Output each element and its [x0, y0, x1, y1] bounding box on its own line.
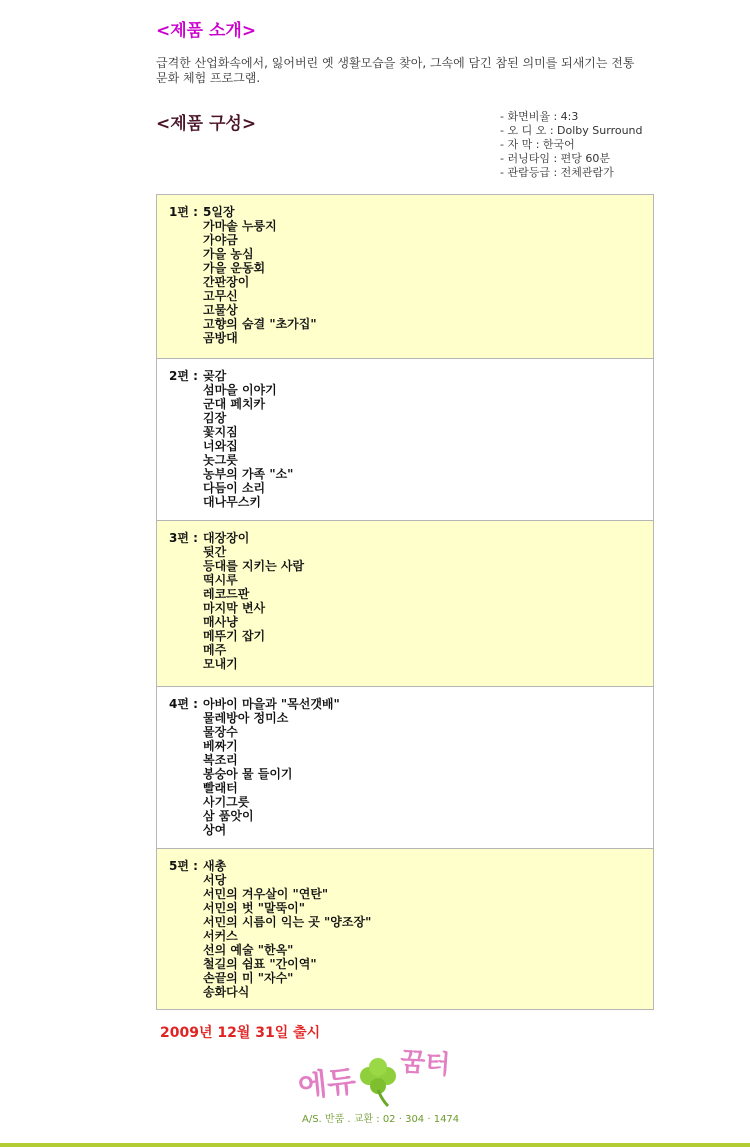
episode-item: 가야금: [203, 233, 238, 247]
episode-1-row: [157, 195, 653, 358]
spec-list: [500, 110, 643, 180]
episode-item: 뒷간: [203, 545, 227, 559]
episode-item: 송화다식: [203, 985, 250, 999]
logo-text-left: 에듀: [296, 1063, 358, 1105]
episode-item: 손끝의 미 "자수": [203, 971, 294, 985]
episode-item: 너와집: [203, 439, 238, 453]
episode-item: 메주: [203, 643, 227, 657]
episode-item: 고무신: [203, 289, 238, 303]
episode-item: 마지막 변사: [203, 601, 266, 615]
episode-item: 군대 페치카: [203, 397, 266, 411]
episode-item: 서민의 겨우살이 "연탄": [203, 887, 329, 901]
episode-5-label: 5편 :: [169, 859, 198, 873]
spec-audio: - 오 디 오 : Dolby Surround: [500, 124, 643, 137]
episode-item: 가을 농심: [203, 247, 254, 261]
episode-item: 서커스: [203, 929, 238, 943]
episode-3-items: [203, 531, 304, 671]
spec-rating: - 관람등급 : 전체관람가: [500, 166, 614, 179]
episode-item: 다듬이 소리: [203, 481, 266, 495]
episode-item: 서민의 벗 "말뚝이": [203, 901, 306, 915]
episode-item: 농부의 가족 "소": [203, 467, 294, 481]
episode-item: 매사냥: [203, 615, 238, 629]
episode-item: 메뚜기 잡기: [203, 629, 266, 643]
episode-3-row: [157, 520, 653, 686]
intro-title: <제품 소개>: [156, 21, 257, 41]
episode-4-items: [203, 697, 340, 837]
episode-item: 곶감: [203, 369, 227, 383]
episode-item: 대나무스키: [203, 495, 261, 509]
episode-item: 꽃지짐: [203, 425, 238, 439]
spec-running-time: - 러닝타임 : 편당 60분: [500, 152, 611, 165]
episode-item: 등대를 지키는 사람: [203, 559, 305, 573]
logo-text-right: 꿈터: [399, 1047, 452, 1081]
composition-title: <제품 구성>: [156, 114, 257, 134]
episode-item: 복조리: [203, 753, 238, 767]
intro-description: 급격한 산업화속에서, 잃어버린 옛 생활모습을 찾아, 그속에 담긴 참된 의미를 되새기는 전통문화 체험 프로그램.: [156, 56, 635, 85]
episode-item: 떡시루: [203, 573, 238, 587]
episode-4-label: 4편 :: [169, 697, 198, 711]
episode-item: 놋그릇: [203, 453, 238, 467]
episode-item: 물레방아 정미소: [203, 711, 289, 725]
episode-item: 사기그릇: [203, 795, 250, 809]
episode-item: 상여: [203, 823, 227, 837]
episode-item: 삼 품앗이: [203, 809, 254, 823]
edu-kkumteo-logo: [296, 1044, 466, 1108]
spec-subtitle: - 자 막 : 한국어: [500, 138, 575, 151]
episode-item: 레코드판: [203, 587, 250, 601]
episode-5-items: [203, 859, 371, 999]
episode-item: 베짜기: [203, 739, 238, 753]
episode-item: 간판장이: [203, 275, 250, 289]
episode-item: 새총: [203, 859, 227, 873]
episode-item: 봉숭아 물 들이기: [203, 767, 293, 781]
clover-icon: [360, 1058, 396, 1106]
episode-4-row: [157, 686, 653, 848]
episode-2-label: 2편 :: [169, 369, 198, 383]
episode-item: 선의 예술 "한옥": [203, 943, 294, 957]
episode-item: 빨래터: [203, 781, 238, 795]
episode-item: 가을 운동회: [203, 261, 266, 275]
episode-2-row: [157, 358, 653, 520]
episode-item: 철길의 쉼표 "간이역": [203, 957, 317, 971]
episode-item: 서민의 시름이 익는 곳 "양조장": [203, 915, 372, 929]
episode-item: 아바이 마을과 "목선갯배": [203, 697, 340, 711]
spec-aspect-ratio: - 화면비율 : 4:3: [500, 110, 579, 123]
episode-item: 서당: [203, 873, 227, 887]
episode-item: 가마솥 누룽지: [203, 219, 277, 233]
episode-item: 곰방대: [203, 331, 238, 345]
episode-item: 섬마을 이야기: [203, 383, 277, 397]
episode-item: 모내기: [203, 657, 238, 671]
episode-3-label: 3편 :: [169, 531, 198, 545]
episode-1-items: [203, 205, 317, 345]
bottom-bar: [0, 1143, 750, 1147]
episode-item: 물장수: [203, 725, 238, 739]
episode-item: 김장: [203, 411, 227, 425]
episode-2-items: [203, 369, 293, 509]
episode-5-row: [157, 848, 653, 1009]
release-date: 2009년 12월 31일 출시: [160, 1025, 321, 1041]
episode-item: 고물상: [203, 303, 238, 317]
episode-1-label: 1편 :: [169, 205, 198, 219]
episode-item: 대장장이: [203, 531, 250, 545]
episode-item: 5일장: [203, 205, 235, 219]
episode-item: 고향의 숨결 "초가집": [203, 317, 317, 331]
episode-table: [156, 194, 654, 1010]
as-contact-info: A/S. 반품 . 교환 : 02 · 304 · 1474: [302, 1114, 460, 1125]
